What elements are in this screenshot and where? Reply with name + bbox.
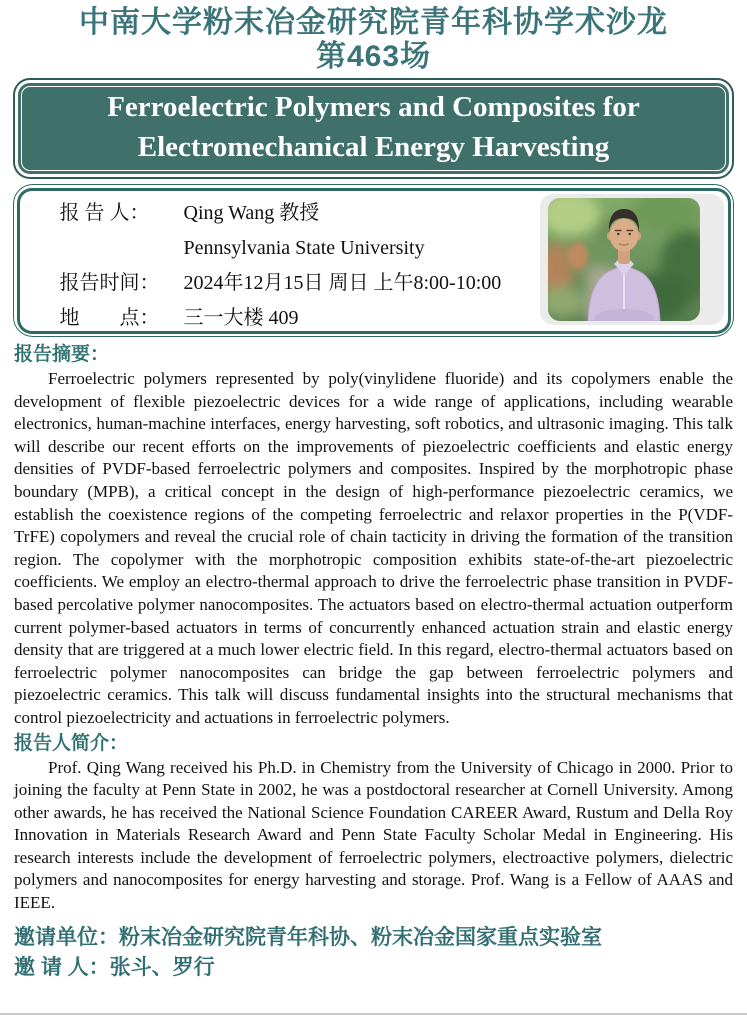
invite-info	[14, 923, 733, 983]
inviter-line	[14, 953, 733, 983]
speaker-info-box-inner	[17, 188, 731, 334]
inviter-value: 张斗、罗行	[109, 955, 215, 979]
speaker-info-box	[13, 184, 734, 337]
page-title	[0, 0, 747, 74]
bottom-divider	[0, 1013, 747, 1015]
speaker-photo-panel	[540, 194, 724, 325]
poster-body	[14, 343, 733, 915]
speaker-name: Qing Wang 教授	[183, 201, 320, 224]
speaker-label: 报 告 人：	[59, 201, 150, 224]
host-value: 粉末冶金研究院青年科协、粉末冶金国家重点实验室	[119, 925, 602, 949]
talk-title-banner	[13, 78, 734, 179]
speaker-affiliation: Pennsylvania State University	[183, 236, 425, 259]
time-label: 报告时间：	[59, 271, 160, 294]
speaker-photo-illustration	[548, 198, 700, 321]
talk-title-line2: Electromechanical Energy Harvesting	[137, 131, 610, 163]
bio-text: Prof. Qing Wang received his Ph.D. in Chemistry from the University of Chicago in 2000. Prior to joining the faculty at Penn State in 2002, he was a postdoctoral researcher at Cornell University. Among other awards, he has received the National Science Foundation CAREER Award, Rustum and Della Roy Innovation in Materials Research Award and Penn State Faculty Scholar Medal in Engineering. His research interests include the development of ferroelectric polymers, electroactive polymers, dielectric polymers and nanocomposites for energy harvesting and storage. Prof. Wang is a Fellow of AAAS and IEEE.	[14, 757, 733, 913]
page-title-line1: 中南大学粉末冶金研究院青年科协学术沙龙	[79, 6, 668, 39]
talk-location: 三一大楼 409	[183, 306, 299, 329]
host-line	[14, 923, 733, 953]
inviter-label: 邀 请 人：	[14, 955, 110, 979]
speaker-photo	[548, 198, 700, 321]
talk-title-banner-fill	[18, 83, 729, 174]
abstract-heading: 报告摘要：	[14, 344, 110, 365]
host-label: 邀请单位：	[14, 925, 119, 949]
abstract-text: Ferroelectric polymers represented by poly(vinylidene fluoride) and its copolymers enable the development of flexible piezoelectric devices for a wide range of applications, including wearable electronics, human-machine interfaces, energy harvesting, soft robotics, and ultrasonic imaging. This talk will describe our recent efforts on the improvements of piezoelectric coefficients and elastic energy densities of PVDF-based ferroelectric polymers and composites. Inspired by the morphotropic phase boundary (MPB), a critical concept in the design of high-performance piezoelectric ceramics, we establish the coexistence regions of the competing ferroelectric and relaxor properties in the P(VDF-TrFE) copolymers and reveal the crucial role of chain tacticity in driving the formation of the transition region. The copolymer with the morphotropic composition exhibits state-of-the-art piezoelectric coefficients. We employ an electro-thermal approach to drive the ferroelectric phase transition in PVDF-based percolative polymer nanocomposites. The actuators based on electro-thermal actuation outperform current polymer-based actuators in terms of concurrently enhanced actuation strain and elastic energy density that are triggered at a much lower electric field. In this regard, electro-thermal actuators based on ferroelectric polymer nanocomposites can bridge the gap between ferroelectric polymers and piezoelectric ceramics. This talk will discuss fundamental insights into the structural mechanisms that control piezoelectricity and actuations in ferroelectric polymers.	[14, 369, 733, 727]
page-title-line2: 第463场	[315, 40, 432, 73]
bio-heading: 报告人简介：	[14, 732, 129, 754]
talk-title-line1: Ferroelectric Polymers and Composites for	[107, 91, 640, 123]
talk-time: 2024年12月15日 周日 上午8:00-10:00	[183, 271, 502, 294]
location-label: 地 点：	[59, 306, 160, 329]
